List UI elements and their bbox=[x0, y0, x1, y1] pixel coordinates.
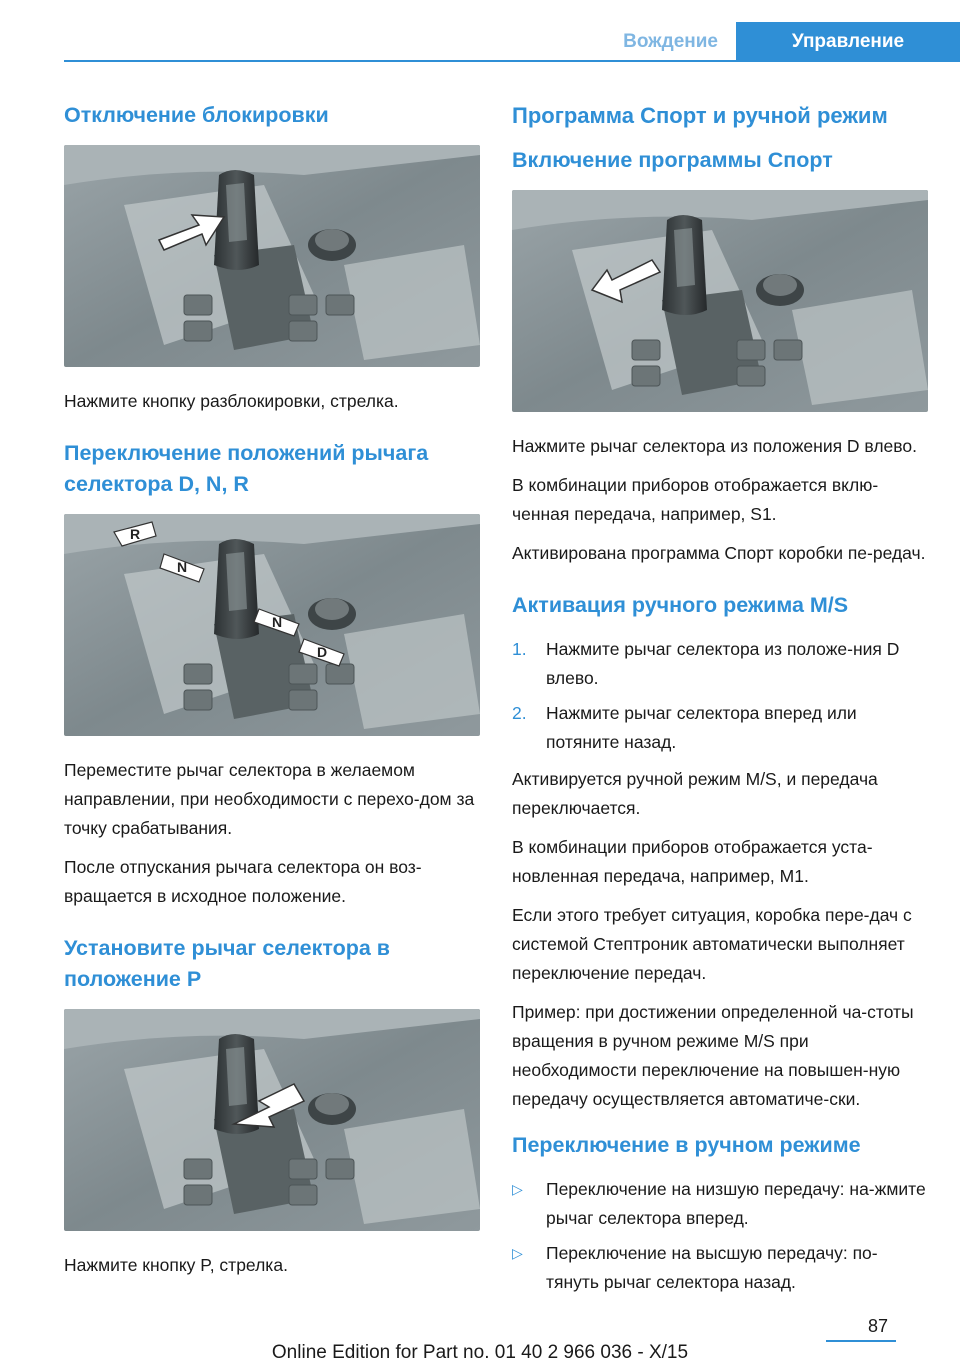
list-item: ▷ Переключение на высшую передачу: по-тянуть рычаг селектора назад. bbox=[512, 1239, 928, 1297]
heading-manual-ms: Активация ручного режима M/S bbox=[512, 593, 849, 617]
bullet-list-shift bbox=[512, 1175, 928, 1297]
left-column bbox=[64, 100, 480, 1290]
page-footer bbox=[64, 1316, 896, 1363]
tab-controls[interactable]: Управление bbox=[736, 22, 960, 62]
text-ms-2: В комбинации приборов отображается уста-новленная передача, например, M1. bbox=[512, 837, 873, 886]
text-shift-2: После отпускания рычага селектора он воз-вращается в исходное положение. bbox=[64, 857, 422, 906]
list-item: 2. Нажмите рычаг селектора вперед или потяните назад. bbox=[512, 703, 857, 752]
page-header bbox=[64, 22, 960, 62]
ordered-list-ms bbox=[512, 635, 928, 757]
label-d: D bbox=[317, 644, 328, 660]
figure-unlock-button bbox=[64, 145, 480, 367]
list-item: ▷ Переключение на низшую передачу: на-жмите рычаг селектора вперед. bbox=[512, 1175, 928, 1233]
right-column bbox=[512, 100, 928, 1305]
label-n-up: N bbox=[177, 559, 188, 575]
heading-set-p: Установите рычаг селектора в положение P bbox=[64, 936, 391, 991]
heading-shift-dnr: Переключение положений рычага селектора D, N, R bbox=[64, 441, 429, 496]
header-rule bbox=[64, 60, 960, 62]
text-shift-1: Переместите рычаг селектора в желаемом направлении, при необходимости с перехо-дом за точку срабатывания. bbox=[64, 760, 475, 838]
triangle-bullet-icon: ▷ bbox=[512, 1181, 523, 1197]
text-ms-3: Если этого требует ситуация, коробка пере-дач с системой Стептроник автоматически выполняет переключение передач. bbox=[512, 905, 912, 983]
page-number: 87 bbox=[867, 1316, 888, 1336]
text-ms-4: Пример: при достижении определенной ча-стоты вращения в ручном режиме M/S при необходимости переключение на повышен-ную передачу осуществляется автоматиче-ски. bbox=[512, 1002, 914, 1109]
label-n-down: N bbox=[272, 614, 283, 630]
text-sport-3: Активирована программа Спорт коробки пе-редач. bbox=[512, 543, 926, 563]
text-ms-1: Активируется ручной режим M/S, и передача переключается. bbox=[512, 769, 878, 818]
tab-driving[interactable]: Вождение bbox=[623, 31, 718, 52]
figure-p-button bbox=[64, 1009, 480, 1231]
text-set-p: Нажмите кнопку P, стрелка. bbox=[64, 1255, 288, 1275]
figure-sport-left bbox=[512, 190, 928, 412]
edition-text: Online Edition for Part no. 01 40 2 966 036 - X/15 bbox=[271, 1342, 689, 1363]
heading-manual-shift: Переключение в ручном режиме bbox=[512, 1133, 861, 1157]
triangle-bullet-icon: ▷ bbox=[512, 1245, 523, 1261]
label-r: R bbox=[130, 526, 141, 542]
list-item: 1. Нажмите рычаг селектора из положе-ния D влево. bbox=[512, 639, 900, 688]
heading-unlock: Отключение блокировки bbox=[64, 103, 329, 127]
figure-shift-dnr bbox=[64, 514, 480, 736]
text-sport-1: Нажмите рычаг селектора из положения D влево. bbox=[512, 436, 917, 456]
heading-sport-manual: Программа Спорт и ручной режим bbox=[512, 103, 888, 128]
heading-sport-on: Включение программы Спорт bbox=[512, 148, 833, 172]
text-unlock: Нажмите кнопку разблокировки, стрелка. bbox=[64, 391, 399, 411]
text-sport-2: В комбинации приборов отображается вклю-ченная передача, например, S1. bbox=[512, 475, 879, 524]
